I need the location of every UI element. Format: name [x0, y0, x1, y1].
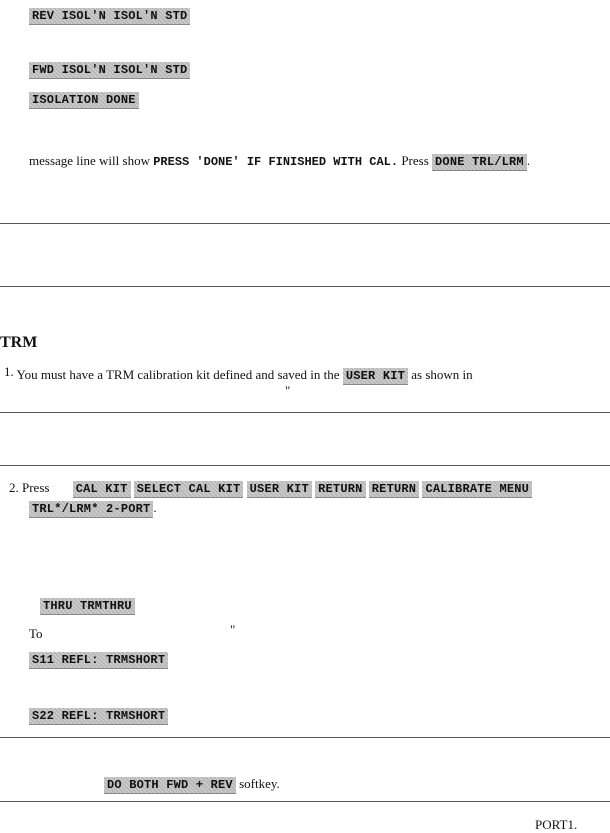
- return-softkey-1[interactable]: RETURN: [315, 481, 365, 498]
- s22-refl-softkey[interactable]: S22 REFL: TRMSHORT: [29, 708, 168, 725]
- message-press: Press: [401, 153, 429, 168]
- trl-lrm-2-port-softkey[interactable]: TRL*/LRM* 2-PORT: [29, 501, 153, 518]
- step-1-quote-mark: ": [285, 383, 291, 398]
- divider-5: [0, 737, 610, 738]
- divider-1: [0, 223, 610, 224]
- rev-isol-softkey[interactable]: REV ISOL'N ISOL'N STD: [29, 8, 190, 25]
- do-both-fwd-rev-softkey[interactable]: DO BOTH FWD + REV: [104, 777, 236, 794]
- message-prefix: message line will show: [29, 153, 150, 168]
- step-2-press: Press: [22, 480, 50, 495]
- message-line-paragraph: [29, 153, 530, 171]
- calibrate-menu-softkey[interactable]: CALIBRATE MENU: [422, 481, 532, 498]
- isolation-done-softkey[interactable]: ISOLATION DONE: [29, 92, 139, 109]
- thru-trmthru-softkey[interactable]: THRU TRMTHRU: [40, 598, 135, 615]
- divider-3: [0, 412, 610, 413]
- to-quote-mark: ": [230, 622, 236, 637]
- step-1-text: You must have a TRM calibration kit defined and saved in the: [16, 367, 340, 382]
- step-2-paragraph: [9, 480, 532, 498]
- divider-2: [0, 286, 610, 287]
- step-2-line-2: [29, 500, 157, 518]
- message-suffix: .: [526, 153, 531, 168]
- divider-6: [0, 801, 610, 802]
- do-both-paragraph: [104, 776, 280, 794]
- step-2-number: 2.: [9, 480, 19, 495]
- to-label: To: [29, 626, 43, 641]
- select-cal-kit-softkey[interactable]: SELECT CAL KIT: [134, 481, 244, 498]
- divider-4: [0, 465, 610, 466]
- return-softkey-2[interactable]: RETURN: [369, 481, 419, 498]
- do-both-suffix: softkey.: [239, 776, 280, 791]
- s11-refl-softkey[interactable]: S11 REFL: TRMSHORT: [29, 652, 168, 669]
- section-heading-trm: TRM: [0, 334, 38, 351]
- step-2-suffix: .: [153, 500, 157, 515]
- user-kit-softkey-2[interactable]: USER KIT: [247, 481, 312, 498]
- step-1-suffix: as shown in: [411, 367, 473, 382]
- user-kit-softkey[interactable]: USER KIT: [343, 368, 408, 385]
- cal-kit-softkey[interactable]: CAL KIT: [73, 481, 131, 498]
- done-trl-lrm-softkey[interactable]: DONE TRL/LRM: [432, 154, 527, 171]
- footer-port1: PORT1.: [535, 817, 578, 832]
- step-1-number: 1.: [4, 364, 14, 379]
- fwd-isol-softkey[interactable]: FWD ISOL'N ISOL'N STD: [29, 62, 190, 79]
- message-mono-text: PRESS 'DONE' IF FINISHED WITH CAL.: [153, 155, 399, 169]
- step-1-paragraph: [4, 364, 473, 385]
